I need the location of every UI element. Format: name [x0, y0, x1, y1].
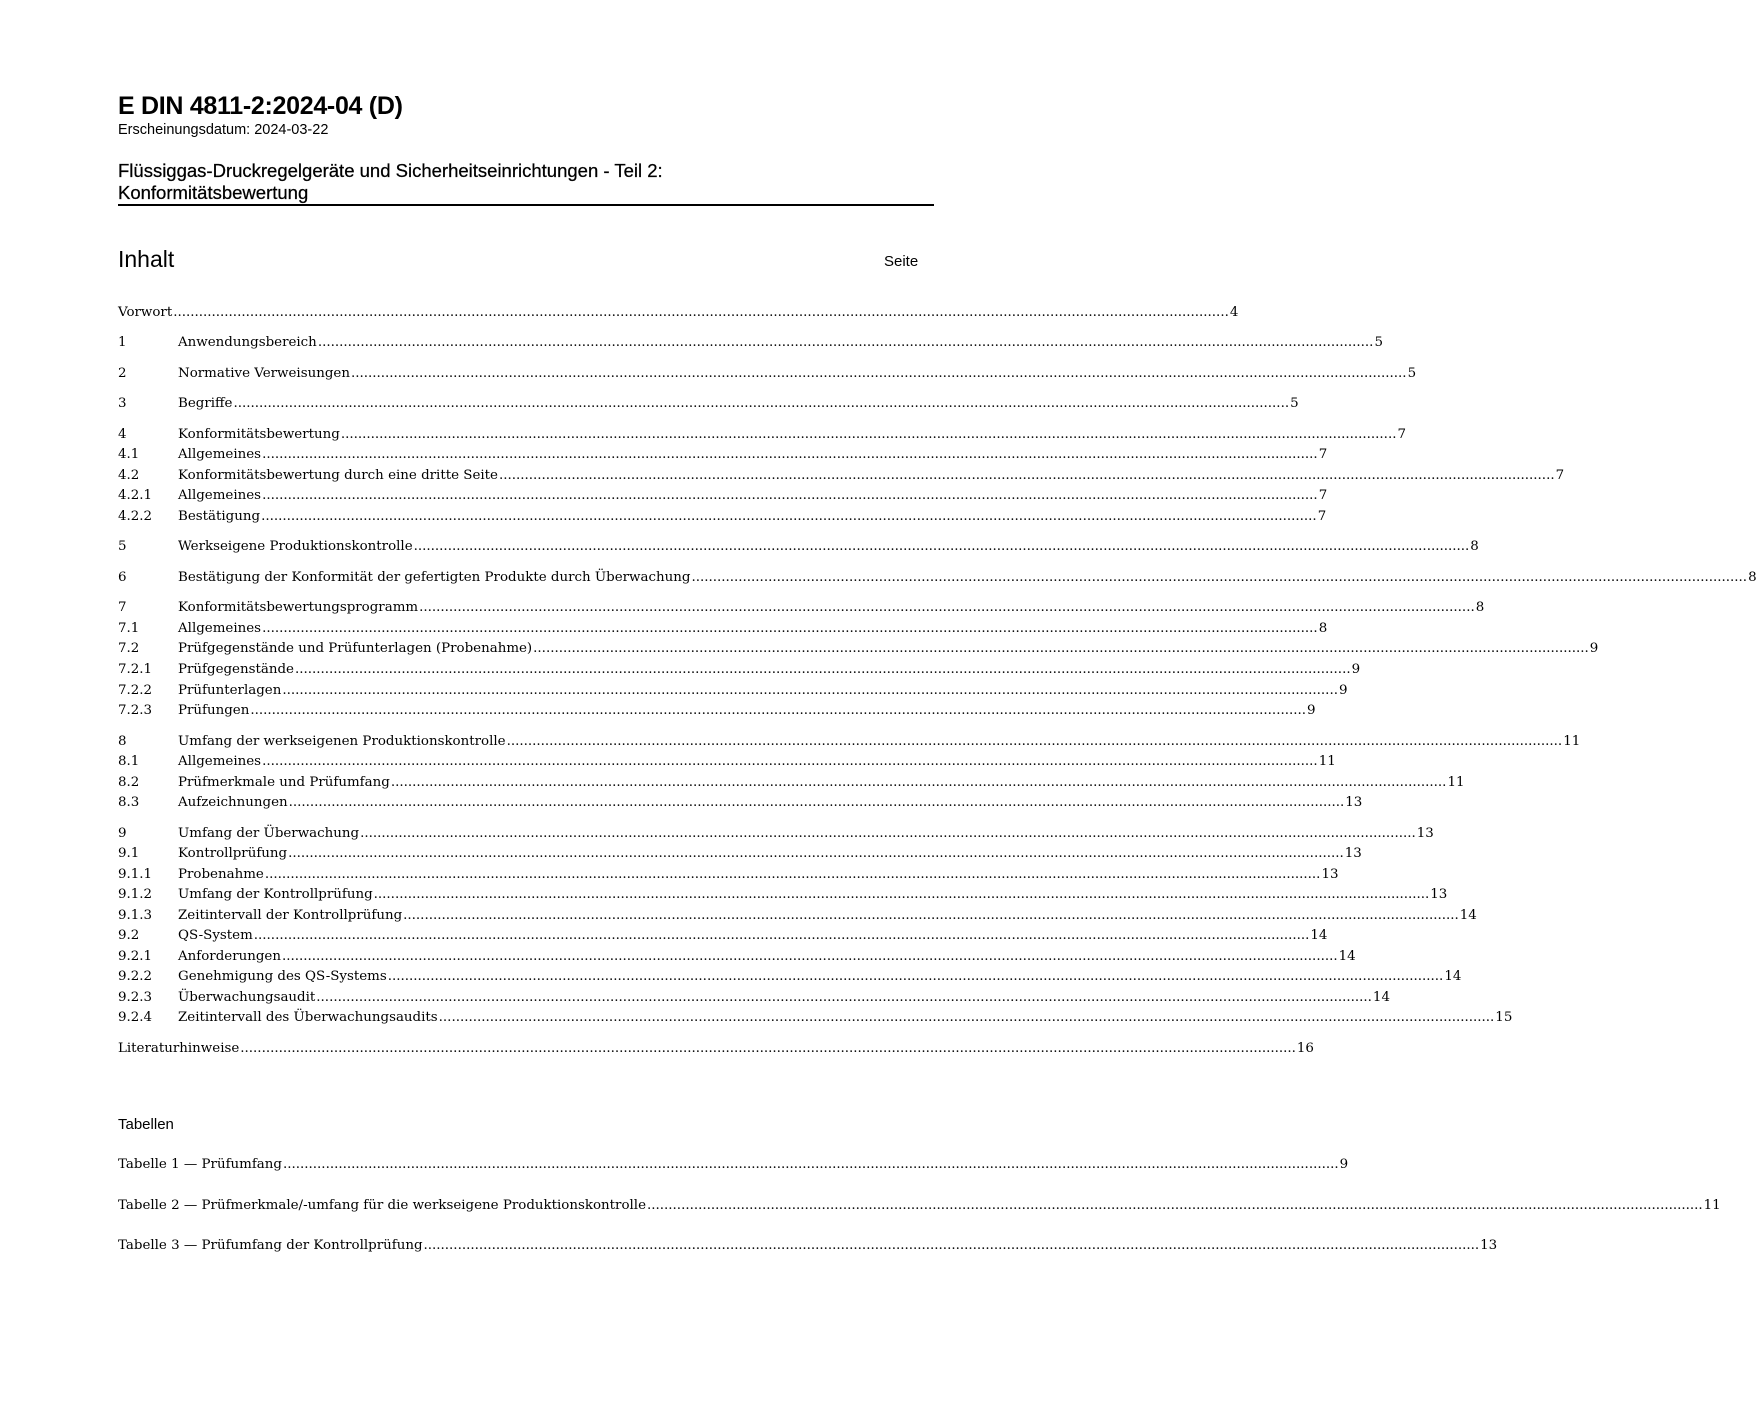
toc-entry-title: Prüfmerkmale und Prüfumfang [178, 775, 390, 790]
dot-leader [318, 333, 1374, 353]
toc-entry-number: 8.3 [118, 795, 140, 810]
toc-entry-title: Genehmigung des QS-Systems [178, 969, 387, 984]
dot-leader [691, 568, 1747, 588]
toc-entry-title: Allgemeines [178, 488, 262, 503]
toc-entry-page: 13 [1321, 867, 1339, 882]
dot-leader [261, 507, 1317, 527]
toc-entry[interactable] [118, 568, 1757, 588]
dot-leader [262, 752, 1318, 772]
dot-leader [282, 947, 1338, 967]
dot-leader [391, 773, 1447, 793]
dot-leader [316, 988, 1372, 1008]
toc-entry-number: 9.2.4 [118, 1010, 153, 1025]
toc-entry[interactable] [118, 885, 1448, 905]
toc-entry[interactable] [118, 303, 1239, 323]
toc-entry-page: 13 [1430, 887, 1448, 902]
toc-entry-title: Umfang der Kontrollprüfung [178, 887, 373, 902]
dot-leader [439, 1008, 1495, 1028]
toc-entry-number: 8.1 [118, 754, 140, 769]
table-list-entry-title: Tabelle 3 — Prüfumfang der Kontrollprüfung [118, 1238, 423, 1253]
toc-entry-title: Probenahme [178, 867, 264, 882]
toc-entry-number: 9.1.2 [118, 887, 153, 902]
toc-entry[interactable] [118, 926, 1328, 946]
toc-entry[interactable] [118, 333, 1383, 353]
toc-entry-page: 11 [1447, 775, 1465, 790]
toc-entry-page: 8 [1318, 621, 1328, 636]
toc-entry-title: Bestätigung der Konformität der gefertigten Produkte durch Überwachung [178, 570, 691, 585]
toc-entry-number: 2 [118, 366, 127, 381]
dot-leader [288, 844, 1344, 864]
toc-entry-page: 14 [1372, 990, 1390, 1005]
table-list-entry-title: Tabelle 2 — Prüfmerkmale/-umfang für die werkseigene Produktionskontrolle [118, 1198, 647, 1213]
toc-entry-page: 7 [1555, 468, 1565, 483]
toc-entry-page: 14 [1310, 928, 1328, 943]
toc-entry[interactable] [118, 844, 1362, 864]
toc-entry-number: 4.2.1 [118, 488, 153, 503]
toc-entry-page: 11 [1703, 1198, 1721, 1213]
toc-entry-number: 4.2 [118, 468, 140, 483]
toc-entry[interactable] [118, 486, 1328, 506]
toc-entry-title: Bestätigung [178, 509, 261, 524]
toc-entry-page: 11 [1318, 754, 1336, 769]
toc-entry-page: 9 [1338, 683, 1348, 698]
table-list-entry[interactable] [118, 1155, 1349, 1175]
document-title-line-2: Konformitätsbewertung [118, 182, 309, 203]
toc-entry[interactable] [118, 752, 1336, 772]
toc-entry-page: 13 [1344, 846, 1362, 861]
dot-leader [374, 885, 1430, 905]
toc-entry-title: Begriffe [178, 396, 233, 411]
toc-entry[interactable] [118, 906, 1477, 926]
toc-entry-title: Allgemeines [178, 754, 262, 769]
dot-leader [533, 639, 1589, 659]
dot-leader [262, 619, 1318, 639]
dot-leader [233, 394, 1289, 414]
toc-entry[interactable] [118, 681, 1348, 701]
toc-entry-page: 9 [1307, 703, 1316, 718]
toc-heading: Inhalt [118, 246, 175, 272]
toc-entry-title: Prüfgegenstände und Prüfunterlagen (Probenahme) [178, 641, 533, 656]
toc-entry-number: 7.2.3 [118, 703, 153, 718]
table-list-entry[interactable] [118, 1196, 1721, 1216]
toc-entry-title: Konformitätsbewertung [178, 427, 340, 442]
toc-entry-title: Konformitätsbewertungsprogramm [178, 600, 419, 615]
toc-entry-page: 7 [1318, 447, 1328, 462]
publication-date: Erscheinungsdatum: 2024-03-22 [118, 122, 329, 138]
toc-entry[interactable] [118, 466, 1565, 486]
toc-entry-title: Prüfunterlagen [178, 683, 282, 698]
toc-entry-page: 9 [1351, 662, 1361, 677]
toc-entry[interactable] [118, 364, 1417, 384]
dot-leader [282, 681, 1338, 701]
toc-entry-page: 5 [1374, 335, 1383, 350]
toc-entry[interactable] [118, 1039, 1314, 1059]
dot-leader [265, 865, 1321, 885]
toc-entry[interactable] [118, 639, 1599, 659]
toc-entry-title: Allgemeines [178, 447, 262, 462]
toc-entry[interactable] [118, 445, 1328, 465]
document-id: E DIN 4811-2:2024-04 (D) [118, 92, 403, 120]
toc-entry[interactable] [118, 947, 1356, 967]
toc-entry[interactable] [118, 988, 1390, 1008]
toc-entry-page: 13 [1345, 795, 1363, 810]
toc-entry[interactable] [118, 619, 1328, 639]
toc-entry-number: 9.2 [118, 928, 140, 943]
toc-entry-number: 9.1 [118, 846, 140, 861]
toc-entry-page: 8 [1748, 570, 1757, 585]
toc-entry-number: 9.1.1 [118, 867, 153, 882]
dot-leader [419, 598, 1475, 618]
toc-entry-number: 3 [118, 396, 127, 411]
toc-entry-title: Überwachungsaudit [178, 990, 316, 1005]
toc-entry-page: 5 [1407, 366, 1417, 381]
toc-entry[interactable] [118, 537, 1479, 557]
dot-leader [424, 1236, 1480, 1256]
dot-leader [289, 793, 1345, 813]
toc-entry-number: 9.2.2 [118, 969, 153, 984]
toc-entry-title: Zeitintervall des Überwachungsaudits [178, 1010, 438, 1025]
toc-entry-number: 9.2.1 [118, 949, 153, 964]
dot-leader [240, 1039, 1296, 1059]
toc-entry-page: 14 [1459, 908, 1477, 923]
toc-entry-title: Literaturhinweise [118, 1041, 240, 1056]
toc-entry-title: Normative Verweisungen [178, 366, 350, 381]
toc-entry-page: 11 [1563, 734, 1581, 749]
toc-entry[interactable] [118, 701, 1316, 721]
toc-entry-number: 5 [118, 539, 127, 554]
toc-entry-number: 4 [118, 427, 127, 442]
toc-entry-page: 9 [1339, 1157, 1349, 1172]
toc-entry-title: Aufzeichnungen [178, 795, 288, 810]
dot-leader [341, 425, 1397, 445]
dot-leader [283, 1155, 1339, 1175]
toc-entry-title: Anforderungen [178, 949, 281, 964]
toc-entry-number: 9.2.3 [118, 990, 153, 1005]
document-title-line-1: Flüssiggas-Druckregelgeräte und Sicherheitseinrichtungen - Teil 2: [118, 160, 663, 181]
toc-entry-page: 16 [1296, 1041, 1314, 1056]
toc-entry-page: 5 [1290, 396, 1299, 411]
toc-entry-title: Umfang der Überwachung [178, 826, 360, 841]
toc-entry-number: 4.1 [118, 447, 140, 462]
toc-entry[interactable] [118, 793, 1363, 813]
toc-entry[interactable] [118, 732, 1581, 752]
dot-leader [403, 906, 1459, 926]
toc-entry-number: 7.2.1 [118, 662, 153, 677]
toc-entry[interactable] [118, 394, 1299, 414]
toc-page-column-label: Seite [884, 253, 919, 270]
dot-leader [647, 1196, 1703, 1216]
toc-entry[interactable] [118, 507, 1327, 527]
title-divider [118, 204, 934, 206]
toc-entry-page: 7 [1397, 427, 1406, 442]
toc-entry-title: Vorwort [118, 305, 173, 320]
toc-entry-page: 8 [1470, 539, 1479, 554]
toc-entry-number: 7 [118, 600, 127, 615]
dot-leader [254, 926, 1310, 946]
toc-entry-title: Allgemeines [178, 621, 262, 636]
dot-leader [262, 445, 1318, 465]
dot-leader [507, 732, 1563, 752]
toc-entry[interactable] [118, 865, 1339, 885]
toc-entry-title: QS-System [178, 928, 253, 943]
toc-entry-page: 7 [1318, 488, 1328, 503]
dot-leader [295, 660, 1351, 680]
toc-entry-number: 7.1 [118, 621, 140, 636]
dot-leader [414, 537, 1470, 557]
toc-entry[interactable] [118, 967, 1462, 987]
toc-entry[interactable] [118, 660, 1361, 680]
toc-entry-page: 15 [1495, 1010, 1513, 1025]
toc-entry-page: 9 [1589, 641, 1599, 656]
dot-leader [250, 701, 1306, 721]
toc-entry-page: 4 [1229, 305, 1239, 320]
dot-leader [173, 303, 1229, 323]
toc-entry-page: 14 [1444, 969, 1462, 984]
toc-entry-number: 7.2.2 [118, 683, 153, 698]
toc-entry-title: Prüfgegenstände [178, 662, 294, 677]
toc-entry-title: Konformitätsbewertung durch eine dritte Seite [178, 468, 498, 483]
table-list-entry[interactable] [118, 1236, 1498, 1256]
table-list-entry-title: Tabelle 1 — Prüfumfang [118, 1157, 282, 1172]
dot-leader [499, 466, 1555, 486]
dot-leader [351, 364, 1407, 384]
toc-entry-title: Kontrollprüfung [178, 846, 288, 861]
dot-leader [360, 824, 1416, 844]
toc-entry-page: 13 [1480, 1238, 1498, 1253]
toc-entry-number: 9 [118, 826, 127, 841]
toc-entry-title: Umfang der werkseigenen Produktionskontrolle [178, 734, 506, 749]
tables-heading: Tabellen [118, 1116, 174, 1133]
dot-leader [262, 486, 1318, 506]
toc-entry-page: 13 [1416, 826, 1434, 841]
toc-entry-title: Werkseigene Produktionskontrolle [178, 539, 413, 554]
toc-entry-title: Prüfungen [178, 703, 250, 718]
toc-entry-number: 9.1.3 [118, 908, 153, 923]
toc-entry-number: 8.2 [118, 775, 140, 790]
toc-entry-number: 7.2 [118, 641, 140, 656]
toc-entry-title: Anwendungsbereich [178, 335, 317, 350]
toc-entry[interactable] [118, 1008, 1513, 1028]
toc-entry-number: 8 [118, 734, 127, 749]
toc-entry-page: 14 [1338, 949, 1356, 964]
toc-entry[interactable] [118, 598, 1485, 618]
toc-entry-number: 4.2.2 [118, 509, 153, 524]
toc-entry-number: 6 [118, 570, 127, 585]
toc-entry-number: 1 [118, 335, 127, 350]
toc-entry[interactable] [118, 824, 1434, 844]
toc-entry[interactable] [118, 425, 1406, 445]
dot-leader [388, 967, 1444, 987]
toc-entry-title: Zeitintervall der Kontrollprüfung [178, 908, 403, 923]
document-title [118, 160, 933, 204]
toc-entry-page: 8 [1475, 600, 1485, 615]
toc-entry-page: 7 [1317, 509, 1327, 524]
toc-entry[interactable] [118, 773, 1465, 793]
